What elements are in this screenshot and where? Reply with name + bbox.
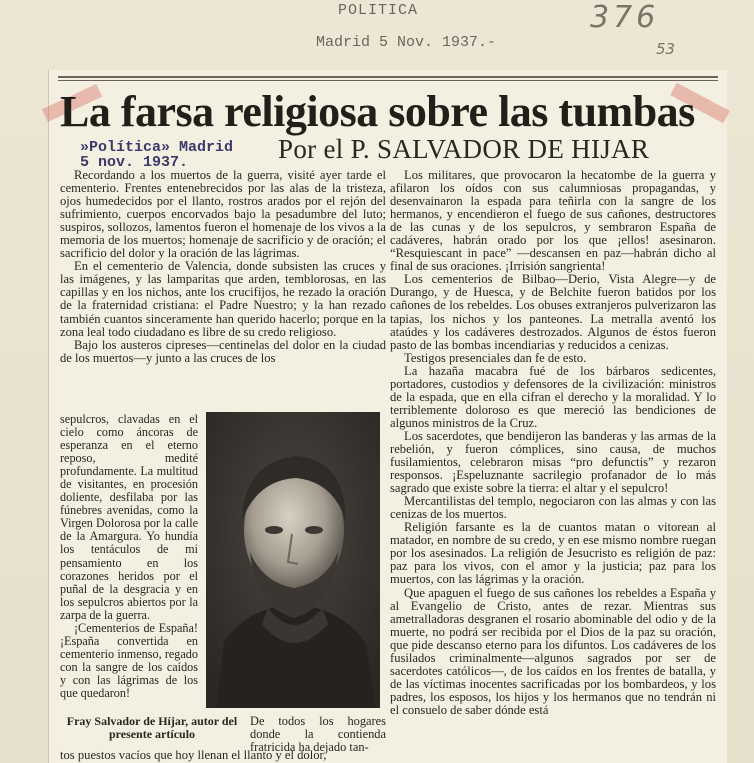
text-under-photo: De todos los hogares donde la contienda fratricida ha dejado tan- [250,714,386,755]
source-stamp-line2: 5 nov. 1937. [80,154,189,171]
left-column-narrow [60,413,198,700]
photo-caption: Fray Salvador de Híjar, autor del presente artículo [66,714,238,741]
paragraph: sepulcros, clavadas en el cielo como áncoras de esperanza en el eterno reposo, medité profundamente. La multitud de visitantes, en procesión doliente, desfilaba por las fúnebres avenidas, como la Virgen Dolorosa por la calle de la Amargura. Yo hundía los tentáculos de mi pensamiento en los corazones heridos por el puñal de la desgracia y en los sepulcros abiertos por la zarpa de la guerra. [60,412,198,622]
top-rule-thin [58,80,718,81]
paragraph: ¡Cementerios de España! ¡España convertida en cementerio inmenso, regado con la sangre de los caídos y con las lágrimas de los que quedaron! [60,620,198,700]
paragraph: La hazaña macabra fué de los bárbaros sedicentes, portadores, custodios y defensores de la civilización: ministros de la espada, que en ella cifran el derecho y la moralidad. Y lo terriblemente doloroso es que mereció las bendiciones de algunos ministros de la Cruz. [390,363,716,430]
right-column [390,169,716,717]
portrait-illustration [206,412,380,708]
paragraph: En el cementerio de Valencia, donde subsisten las cruces y las imágenes, y las lamparitas que arden, temblorosas, en las capillas y en los nichos, ante los crucifijos, he rezado la oración de la fraternidad cristiana: el Padre Nuestro; y la han rezado también cuantos sinceramente han querido hacerlo; porque en la zona leal todo ciudadano es libre de su credo religioso. [60,259,386,339]
left-column-top [60,169,386,365]
handwritten-small-number: 53 [656,40,676,58]
source-stamp [80,140,233,170]
byline: Por el P. SALVADOR DE HIJAR [278,134,650,164]
paragraph: Los militares, que provocaron la hecatombe de la guerra y afilaron los oídos con sus calumniosas propagandas, y desenvainaron la espada para teñirla con la sangre de los hermanos, y encendieron el fuego de sus cañones, destructores de las cunas y de los sepulcros, y sembraron España de cadáveres, habrán orado por los que ¡ellos! asesinaron. “Resquiescant in pace” —descansen en paz—habrán dicho al final de sus oraciones. ¡Irrisión sangrienta! [390,168,716,274]
date-stamp: Madrid 5 Nov. 1937.- [316,34,497,51]
handwritten-number: 376 [590,0,660,35]
author-portrait-photo [206,412,380,708]
publication-stamp: POLITICA [338,2,419,19]
top-rule [58,76,718,78]
headline: La farsa religiosa sobre las tumbas [60,87,695,136]
paragraph: Religión farsante es la de cuantos matan o vitorean al matador, en nombre de su credo, y en ese mismo nombre ruegan por los asesinados. La religión de Jesucristo es religión de paz: paz para los vivos, con el amor y la justicia; paz para los muertos, con las lágrimas y la oración. [390,520,716,587]
paragraph: Mercantilistas del templo, negociaron con las almas y con las cenizas de los muertos. [390,494,716,522]
paragraph: Bajo los austeros cipreses—centinelas del dolor en la ciudad de los muertos—y junto a las cruces de los [60,337,386,365]
paragraph: Testigos presenciales dan fe de esto. [404,350,587,365]
paragraph: Los cementerios de Bilbao—Derio, Vista Alegre—y de Durango, y de Huesca, y de Belchite fueron batidos por los cañones de los rebeldes. Los obuses extranjeros pulverizaron las tapias, los nichos y los panteones. La metralla aventó los ataúdes y los cadáveres destrozados. Algunos de éstos fueron pasto de las bombas incendiarias y reducidos a cenizas. [390,272,716,352]
paragraph: Los sacerdotes, que bendijeron las banderas y las armas de la rebelión, y fueron cómplices, sino causa, de muchos fusilamientos, celebraron misas “pro defunctis” y rezaron responsos. ¡Espeluznante sacrilegio profanador de lo más sagrado que existe sobre la tierra: el altar y el sepulcro! [390,428,716,496]
paragraph: Que apaguen el fuego de sus cañones los rebeldes a España y al Evangelio de Cristo, antes de rezar. Mientras sus ametralladoras desgranen el rosario abominable del odio y de la muerte, no podrá ser recibida por el Dios de la paz su oración, que pide descanso eterno para los difuntos. Los cadáveres de los fusilados criminalmente—algunos sagrados por ser de sacerdotes católicos—, de los caídos en los frentes de batalla, y de las víctimas inocentes sacrificadas por los bombardeos, y los padres, los esposos, los hijos y los hermanos que no tendrán ni el consuelo de saber dónde está [390,585,716,717]
bottom-left-line: tos puestos vacíos que hoy llenan el llanto y el dolor, [60,748,327,762]
paragraph: Recordando a los muertos de la guerra, visité ayer tarde el cementerio. Frentes entenebrecidos por las alas de la tristeza, ojos humedecidos por el llanto, rostros arados por el rejón del sufrimiento, cuerpos encorvados bajo la pesadumbre del luto; suspiros, sollozos, lamentos fueron el homenaje de los vivos a la memoria de los muertos; homenaje de sacrificio y de oración; el sacrificio del dolor y la oración de las lágrimas. [60,168,386,261]
source-stamp-line1: »Política» Madrid [80,139,234,156]
